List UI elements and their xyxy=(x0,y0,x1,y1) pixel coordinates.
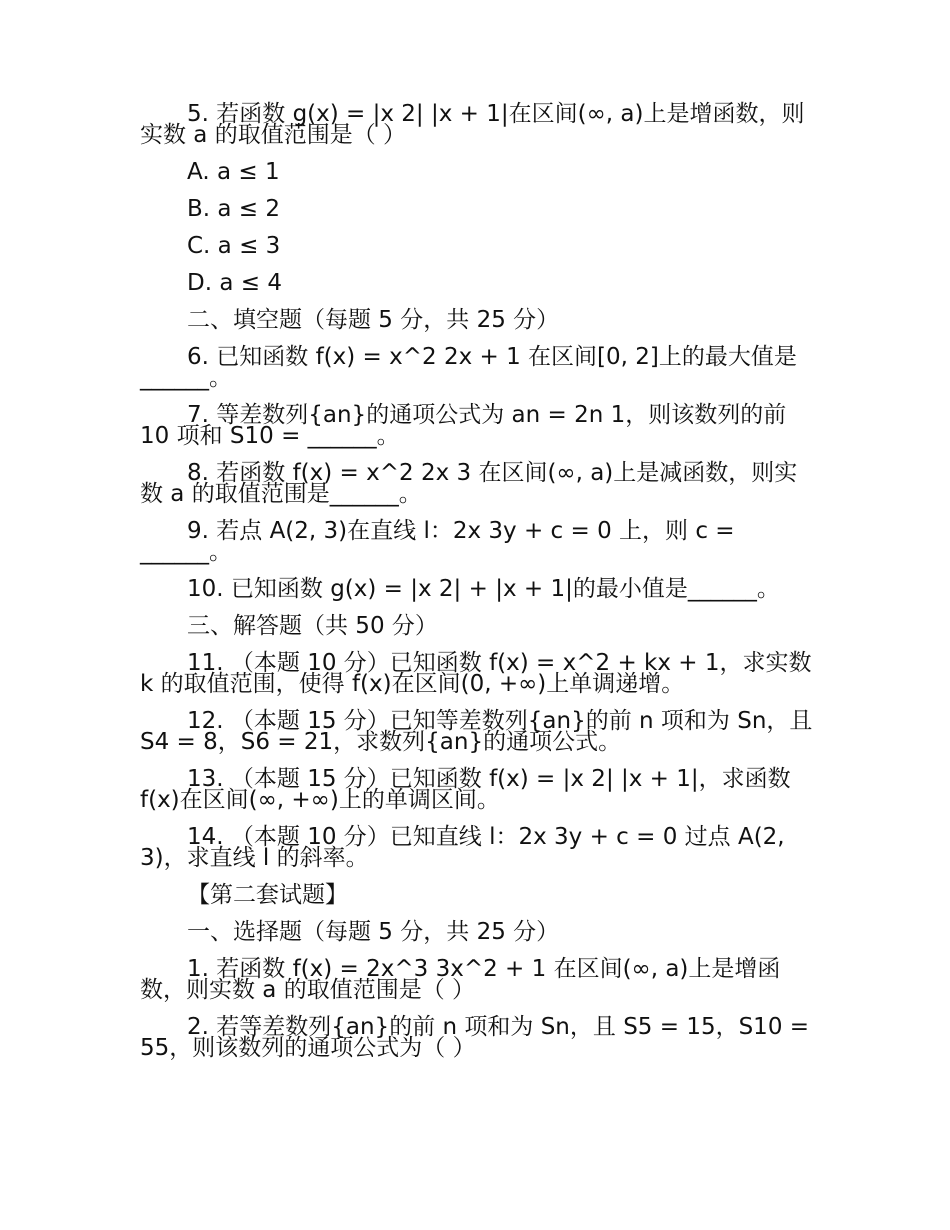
question-7: 7. 等差数列{an}的通项公式为 an = 2n 1，则该数列的前 10 项和 S10 = ______。 xyxy=(140,402,787,449)
second-question-2: 2. 若等差数列{an}的前 n 项和为 Sn，且 S5 = 15，S10 = 55，则该数列的通项公式为（ ） xyxy=(140,1014,810,1061)
question-6: 6. 已知函数 f(x) = x^2 2x + 1 在区间[0, 2]上的最大值是______。 xyxy=(140,344,797,391)
question-14: 14. （本题 10 分）已知直线 l：2x 3y + c = 0 过点 A(2, 3)，求直线 l 的斜率。 xyxy=(140,824,785,871)
question-10: 10. 已知函数 g(x) = |x 2| + |x + 1|的最小值是______。 xyxy=(187,576,780,602)
question-8: 8. 若函数 f(x) = x^2 2x 3 在区间(∞, a)上是减函数，则实数 a 的取值范围是______。 xyxy=(140,460,798,507)
document-page xyxy=(140,101,820,1075)
question-5: 5. 若函数 g(x) = |x 2| |x + 1|在区间(∞, a)上是增函数，则实数 a 的取值范围是（ ） xyxy=(140,101,805,148)
question-11: 11. （本题 10 分）已知函数 f(x) = x^2 + kx + 1，求实数 k 的取值范围，使得 f(x)在区间(0, +∞)上单调递增。 xyxy=(140,650,812,697)
question-9: 9. 若点 A(2, 3)在直线 l：2x 3y + c = 0 上，则 c = ______。 xyxy=(140,518,735,565)
option-d: D. a ≤ 4 xyxy=(187,270,282,296)
second-question-1: 1. 若函数 f(x) = 2x^3 3x^2 + 1 在区间(∞, a)上是增函数，则实数 a 的取值范围是（ ） xyxy=(140,956,781,1003)
question-13: 13. （本题 15 分）已知函数 f(x) = |x 2| |x + 1|，求函数 f(x)在区间(∞, +∞)上的单调区间。 xyxy=(140,766,791,813)
section-answer-heading: 三、解答题（共 50 分） xyxy=(187,613,438,639)
option-c: C. a ≤ 3 xyxy=(187,233,281,259)
option-a: A. a ≤ 1 xyxy=(187,159,280,185)
section-choice-heading: 一、选择题（每题 5 分，共 25 分） xyxy=(187,919,560,945)
option-b: B. a ≤ 2 xyxy=(187,196,281,222)
second-set-heading: 【第二套试题】 xyxy=(187,882,348,908)
section-fill-in-heading: 二、填空题（每题 5 分，共 25 分） xyxy=(187,307,560,333)
question-12: 12. （本题 15 分）已知等差数列{an}的前 n 项和为 Sn，且 S4 = 8，S6 = 21，求数列{an}的通项公式。 xyxy=(140,708,813,755)
